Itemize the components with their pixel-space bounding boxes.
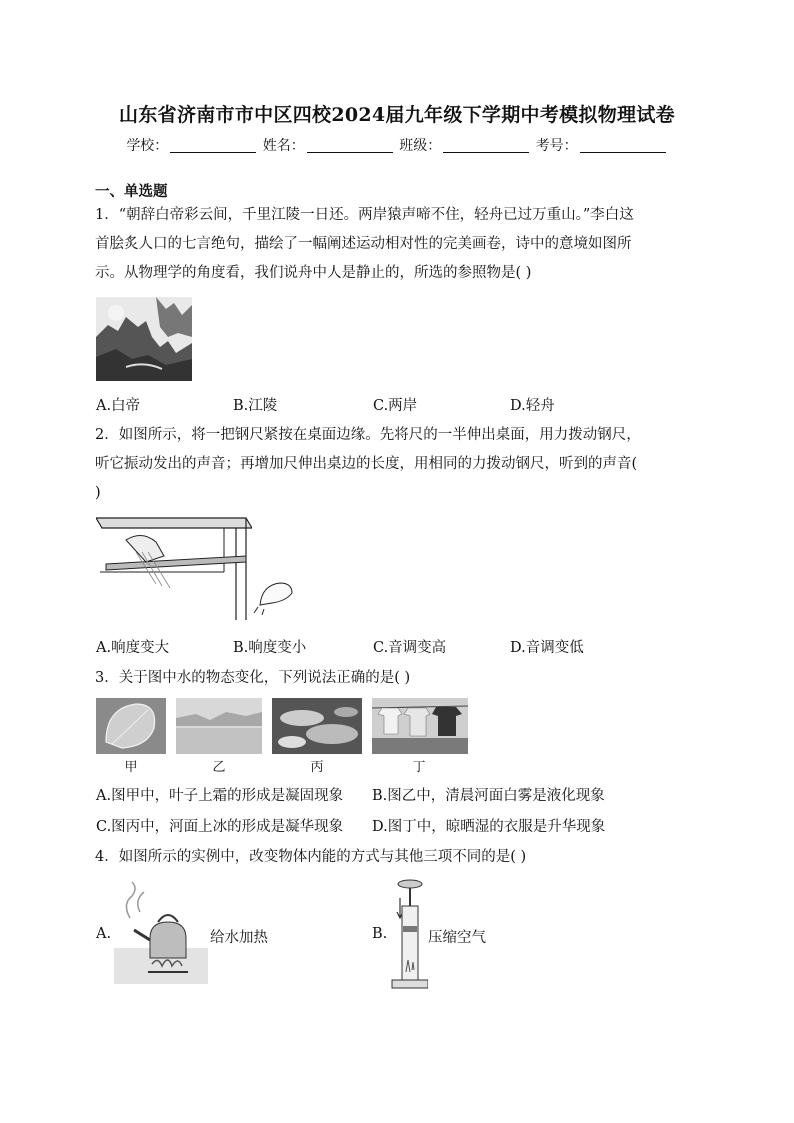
id-field[interactable] — [580, 138, 666, 153]
option-2d[interactable]: D.音调变低 — [510, 640, 584, 656]
option-1b[interactable]: B.江陵 — [233, 398, 278, 414]
option-3d[interactable]: D.图丁中，晾晒湿的衣服是升华现象 — [372, 819, 606, 835]
question-4 — [95, 843, 705, 872]
option-3b[interactable]: B.图乙中，清晨河面白雾是液化现象 — [372, 788, 605, 804]
drying-clothes-image — [372, 698, 468, 754]
question-1 — [95, 201, 705, 288]
page-title: 山东省济南市市中区四校2024届九年级下学期中考模拟物理试卷 — [119, 104, 675, 126]
class-field[interactable] — [443, 138, 529, 153]
question-line: 示。从物理学的角度看，我们说舟中人是静止的，所选的参照物是( ) — [95, 265, 532, 281]
class-label: 班级： — [399, 138, 442, 154]
steel-ruler-table-image — [96, 512, 252, 622]
question-line: 4．如图所示的实例中，改变物体内能的方式与其他三项不同的是( ) — [95, 849, 527, 865]
question-line: 听它振动发出的声音；再增加尺伸出桌边的长度，用相同的力拨动钢尺，听到的声音( — [95, 456, 638, 472]
air-compression-cylinder-image — [388, 876, 428, 992]
school-field[interactable] — [170, 138, 256, 153]
option-2b[interactable]: B.响度变小 — [233, 640, 307, 656]
option-1a[interactable]: A.白帝 — [96, 398, 141, 414]
river-ice-image — [272, 698, 362, 754]
question-line: 1．“朝辞白帝彩云间，千里江陵一日还。两岸猿声啼不住，轻舟已过万重山。”李白这 — [95, 207, 634, 223]
option-2a[interactable]: A.响度变大 — [96, 640, 170, 656]
name-field[interactable] — [307, 138, 393, 153]
frost-leaf-image — [96, 698, 166, 754]
caption-bing: 丙 — [310, 760, 324, 775]
question-line: 3．关于图中水的物态变化，下列说法正确的是( ) — [95, 670, 411, 686]
name-label: 姓名： — [262, 138, 305, 154]
option-2c[interactable]: C.音调变高 — [373, 640, 447, 656]
river-fog-image — [176, 698, 262, 754]
school-label: 学校： — [126, 138, 169, 154]
question-2 — [95, 421, 705, 508]
question-line: 首脍炙人口的七言绝句，描绘了一幅阐述运动相对性的完美画卷，诗中的意境如图所 — [95, 236, 632, 252]
finger-plucking-image — [252, 575, 296, 615]
option-1c[interactable]: C.两岸 — [373, 398, 418, 414]
option-4b[interactable]: B. — [372, 926, 388, 942]
section-heading: 一、单选题 — [95, 183, 168, 200]
question-line: ) — [95, 485, 101, 501]
kettle-heating-image — [114, 878, 208, 984]
caption-jia: 甲 — [124, 760, 138, 775]
question-line: 2．如图所示，将一把钢尺紧按在桌面边缘。先将尺的一半伸出桌面，用力拨动钢尺， — [95, 427, 641, 443]
caption-yi: 乙 — [212, 760, 226, 775]
option-3c[interactable]: C.图丙中，河面上冰的形成是凝华现象 — [96, 819, 344, 835]
option-4a[interactable]: A. — [96, 926, 112, 942]
id-label: 考号： — [535, 138, 578, 154]
option-4b-text: 压缩空气 — [428, 930, 486, 946]
landscape-painting-image — [96, 297, 192, 381]
student-info-line — [0, 135, 794, 155]
option-3a[interactable]: A.图甲中，叶子上霜的形成是凝固现象 — [96, 788, 344, 804]
option-4a-text: 给水加热 — [210, 930, 268, 946]
question-3 — [95, 664, 705, 693]
option-1d[interactable]: D.轻舟 — [510, 398, 555, 414]
caption-ding: 丁 — [412, 760, 426, 775]
